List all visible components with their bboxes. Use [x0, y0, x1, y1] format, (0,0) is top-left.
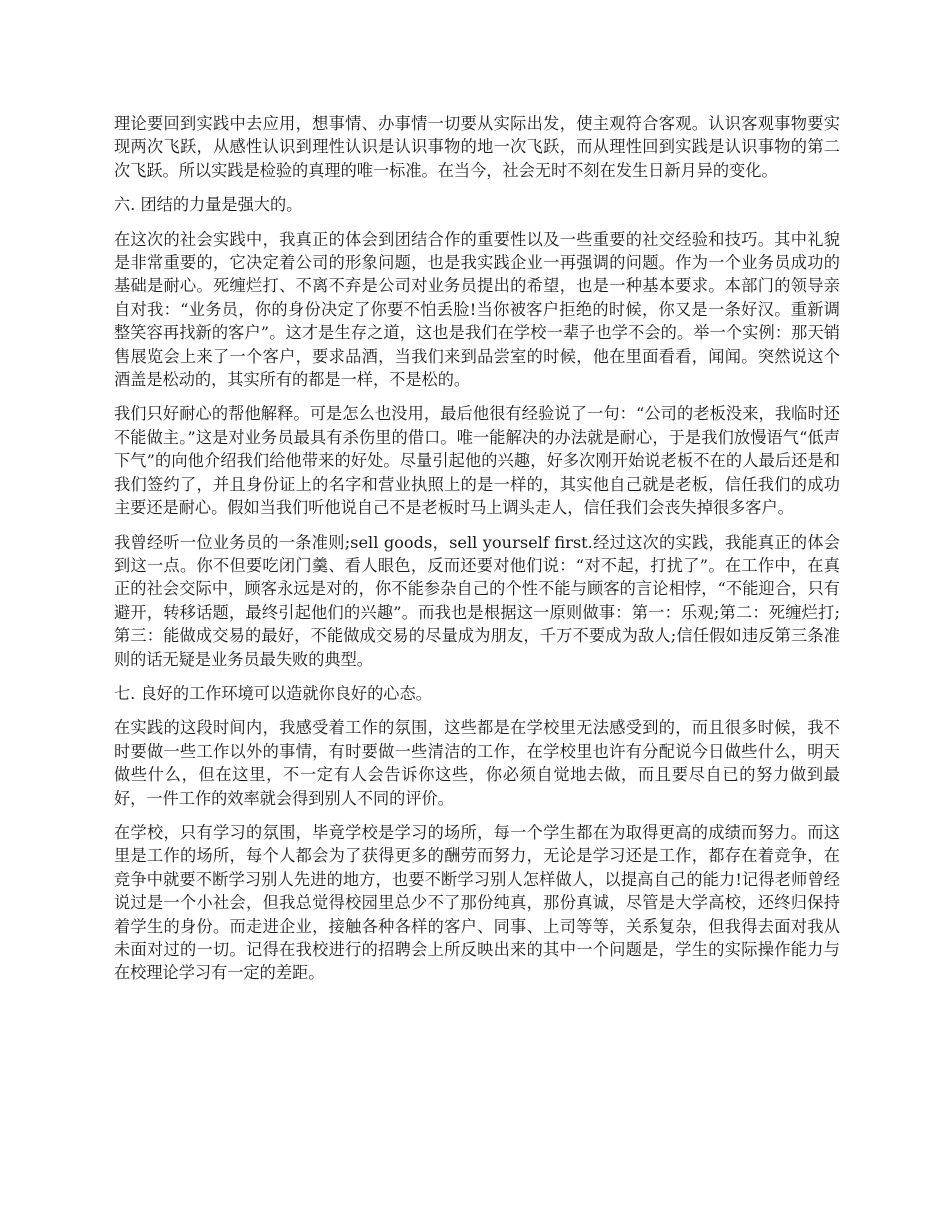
- paragraph: 我们只好耐心的帮他解释。可是怎么也没用，最后他很有经验说了一句：“公司的老板没来，我临时还不能做主。”这是对业务员最具有杀伤里的借口。唯一能解决的办法就是耐心，于是我们放慢语气“低声下气”的向他介绍我们给他带来的好处。尽量引起他的兴趣，好多次刚开始说老板不在的人最后还是和我们签约了，并且身份证上的名字和营业执照上的是一样的，其实他自己就是老板，信任我们的成功主要还是耐心。假如当我们听他说自己不是老板时马上调头走人，信任我们会丧失掉很多客户。: [114, 404, 840, 518]
- paragraph: 在这次的社会实践中，我真正的体会到团结合作的重要性以及一些重要的社交经验和技巧。其中礼貌是非常重要的，它决定着公司的形象问题，也是我实践企业一再强调的问题。作为一个业务员成功的基础是耐心。死缠烂打、不离不弃是公司对业务员提出的希望，也是一种基本要求。本部门的领导亲自对我：“业务员，你的身份决定了你要不怕丢脸!当你被客户拒绝的时候，你又是一条好汉。重新调整笑容再找新的客户”。这才是生存之道，这也是我们在学校一辈子也学不会的。举一个实例：那天销售展览会上来了一个客户，要求品酒，当我们来到品尝室的时候，他在里面看看，闻闻。突然说这个酒盖是松动的，其实所有的都是一样，不是松的。: [114, 229, 840, 390]
- section-heading: 六. 团结的力量是强大的。: [114, 195, 303, 215]
- paragraph: 在学校，只有学习的氛围，毕竟学校是学习的场所，每一个学生都在为取得更高的成绩而努力。而这里是工作的场所，每个人都会为了获得更多的酬劳而努力，无论是学习还是工作，都存在着竞争，在竞争中就要不断学习别人先进的地方，也要不断学习别人怎样做人，以提高自己的能力!记得老师曾经说过是一个小社会，但我总觉得校园里总少不了那份纯真，那份真诚，尽管是大学高校，还终归保持着学生的身份。而走进企业，接触各种各样的客户、同事、上司等等，关系复杂，但我得去面对我从未面对过的一切。记得在我校进行的招聘会上所反映出来的其中一个问题是，学生的实际操作能力与在校理论学习有一定的差距。: [114, 822, 840, 983]
- paragraph: 我曾经听一位业务员的一条准则;sell goods，sell yourself first.经过这次的实践，我能真正的体会到这一点。你不但要吃闭门羹、看人眼色，反而还要对他们说：“对不起，打扰了”。在工作中，在真正的社会交际中，顾客永远是对的，你不能参杂自己的个性不能与顾客的言论相悖，“不能迎合，只有避开，转移话题，最终引起他们的兴趣”。而我也是根据这一原则做事：第一：乐观;第二：死缠烂打;第三：能做成交易的最好，不能做成交易的尽量成为朋友，千万不要成为敌人;信任假如违反第三条准则的话无疑是业务员最失败的典型。: [114, 532, 840, 669]
- section-heading: 七. 良好的工作环境可以造就你良好的心态。: [114, 683, 432, 703]
- document-body: [114, 112, 840, 996]
- paragraph: 在实践的这段时间内，我感受着工作的氛围，这些都是在学校里无法感受到的，而且很多时候，我不时要做一些工作以外的事情，有时要做一些清洁的工作，在学校里也许有分配说今日做些什么，明天做些什么，但在这里，不一定有人会告诉你这些，你必须自觉地去做，而且要尽自已的努力做到最好，一件工作的效率就会得到别人不同的评价。: [114, 718, 840, 808]
- paragraph: 理论要回到实践中去应用，想事情、办事情一切要从实际出发，使主观符合客观。认识客观事物要实现两次飞跃，从感性认识到理性认识是认识事物的地一次飞跃，而从理性回到实践是认识事物的第二次飞跃。所以实践是检验的真理的唯一标准。在当今，社会无时不刻在发生日新月异的变化。: [114, 114, 840, 180]
